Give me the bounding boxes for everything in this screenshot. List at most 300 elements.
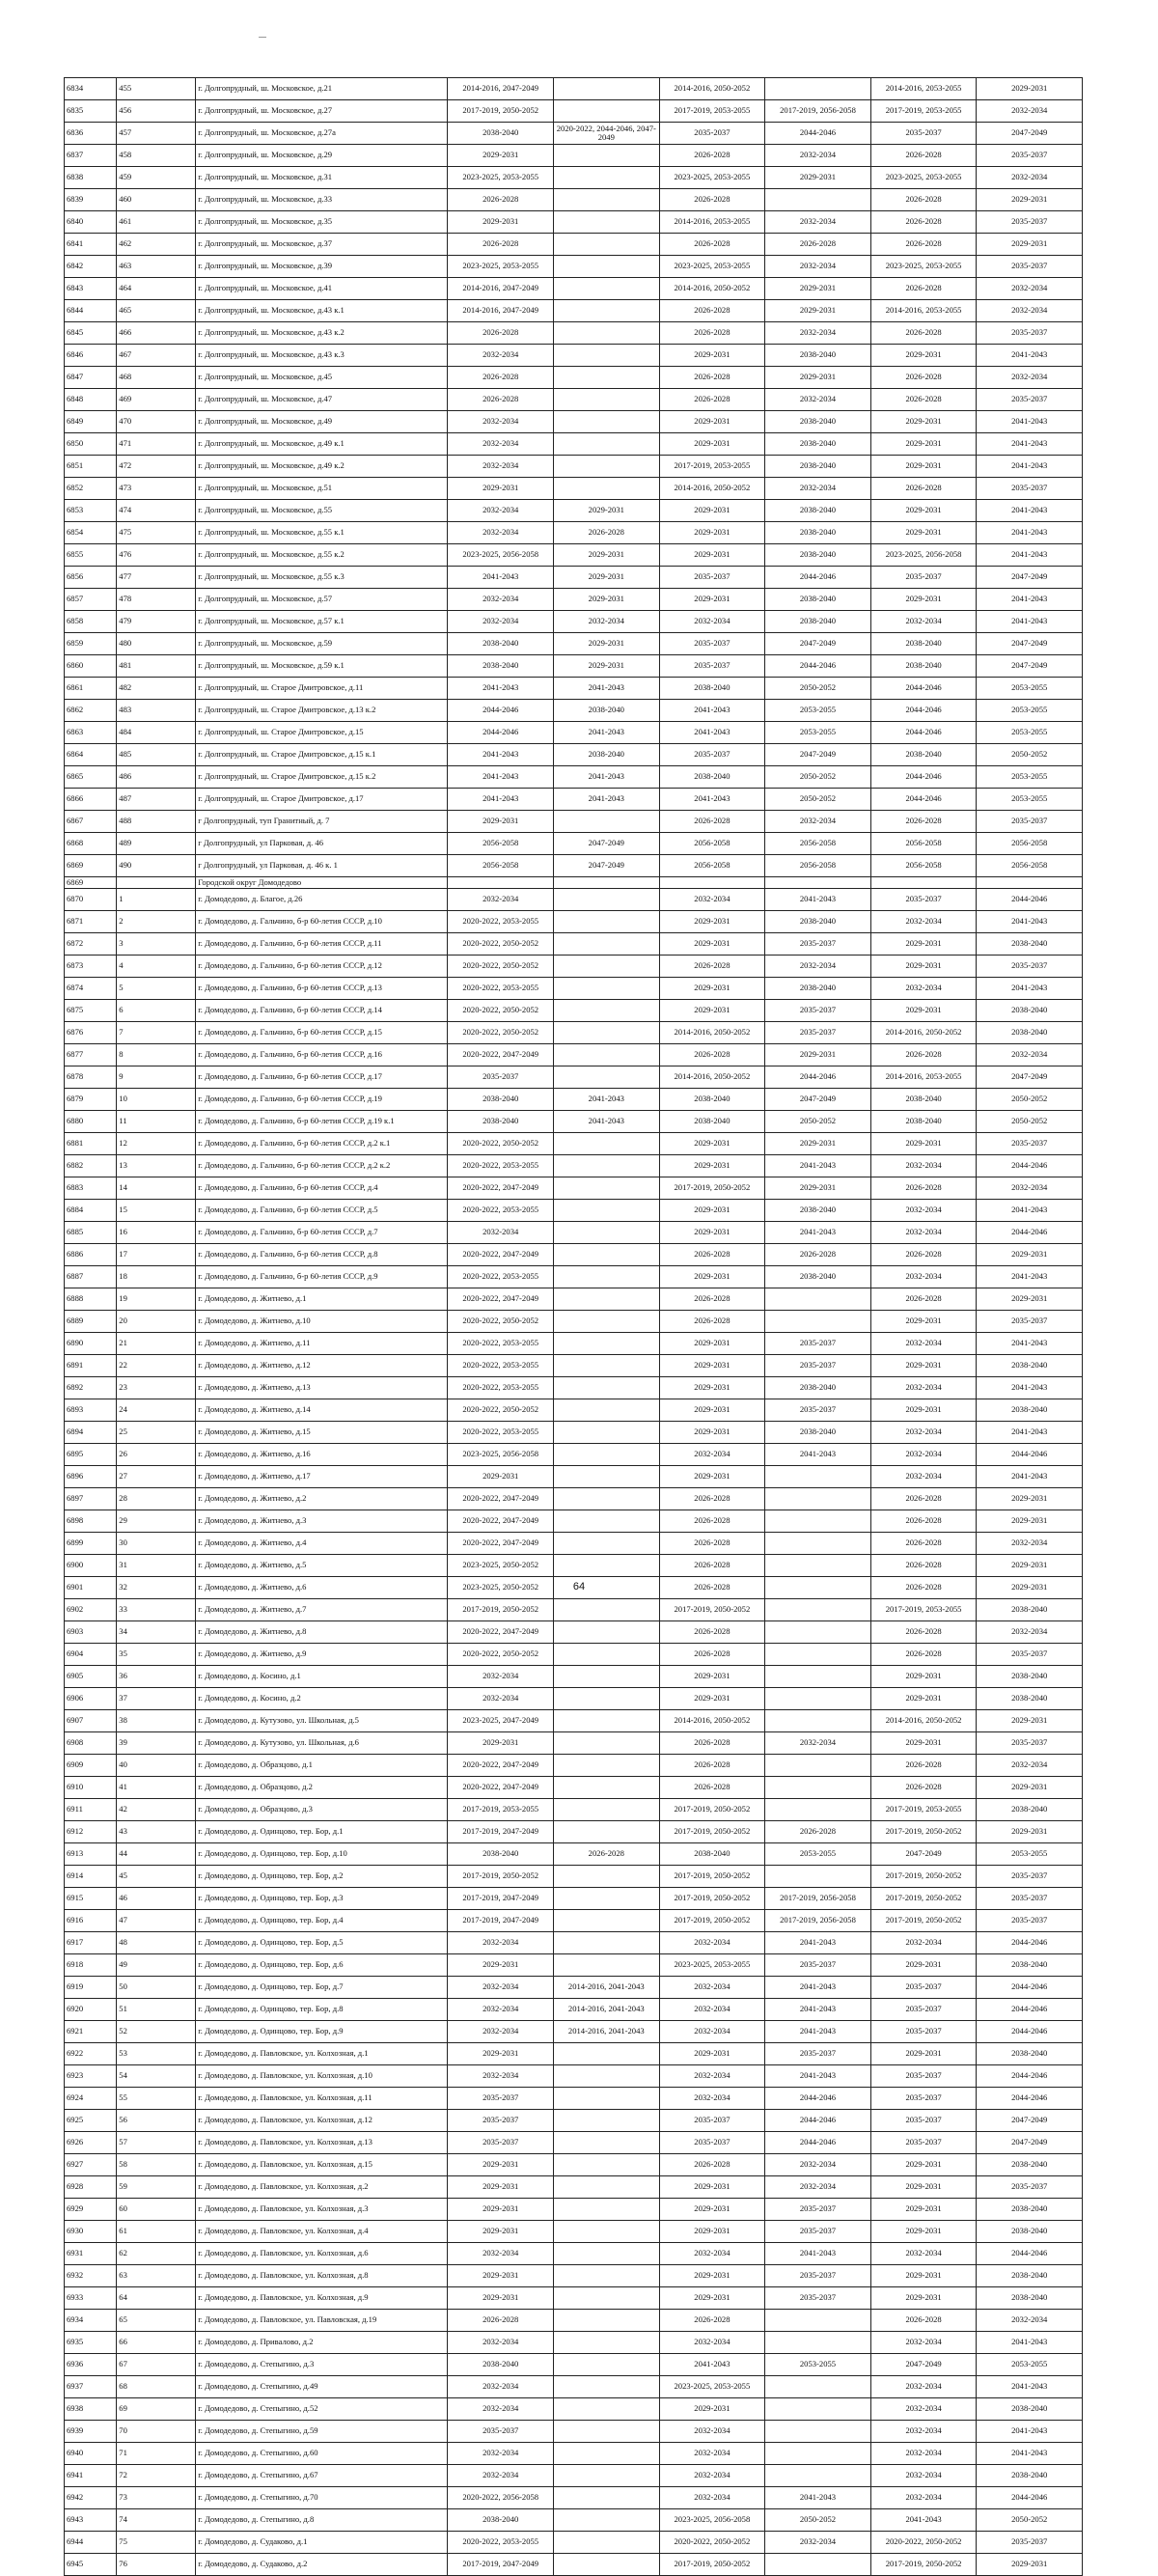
table-cell — [554, 2042, 660, 2064]
table-cell: 2032-2034 — [870, 910, 977, 932]
table-cell: 7 — [117, 1021, 196, 1043]
table-cell: 6897 — [65, 1487, 117, 1510]
table-cell: 2017-2019, 2050-2052 — [870, 1820, 977, 1842]
table-cell: 10 — [117, 1088, 196, 1110]
table-cell — [554, 1221, 660, 1243]
table-cell — [554, 1953, 660, 1976]
table-cell: 2038-2040 — [448, 1088, 554, 1110]
table-cell: 464 — [117, 278, 196, 300]
table-cell: 2044-2046 — [765, 655, 871, 678]
table-cell — [765, 1310, 871, 1332]
table-cell: 6872 — [65, 932, 117, 955]
table-cell: 6928 — [65, 2175, 117, 2198]
table-cell: 75 — [117, 2531, 196, 2553]
table-cell: 2041-2043 — [977, 2331, 1083, 2353]
table-cell: 2041-2043 — [977, 977, 1083, 999]
table-cell: 2029-2031 — [659, 433, 765, 456]
table-cell: 2038-2040 — [448, 633, 554, 655]
table-cell: 478 — [117, 589, 196, 611]
table-cell: 2038-2040 — [977, 2286, 1083, 2309]
table-row — [65, 1865, 1083, 1887]
table-cell: 2044-2046 — [977, 2087, 1083, 2109]
table-row — [65, 145, 1083, 167]
table-cell: 2029-2031 — [977, 1709, 1083, 1731]
table-cell: 6858 — [65, 611, 117, 633]
table-cell: 6931 — [65, 2242, 117, 2264]
table-cell: 2029-2031 — [870, 2153, 977, 2175]
table-cell: 2047-2049 — [977, 2109, 1083, 2131]
table-cell: г. Домодедово, д. Степыгино, д.59 — [196, 2420, 448, 2442]
table-cell — [554, 2420, 660, 2442]
table-cell: 6860 — [65, 655, 117, 678]
table-cell: г. Долгопрудный, ш. Московское, д.27 — [196, 100, 448, 123]
table-cell: 2017-2019, 2050-2052 — [870, 1909, 977, 1931]
table-cell: г. Домодедово, д. Степыгино, д.52 — [196, 2397, 448, 2420]
table-cell: 2038-2040 — [765, 433, 871, 456]
table-cell: г. Домодедово, д. Кутузово, ул. Школьная, д.5 — [196, 1709, 448, 1731]
table-row — [65, 1310, 1083, 1332]
table-cell: г. Домодедово, д. Гальчино, б-р 60-летия СССР, д.2 к.2 — [196, 1154, 448, 1177]
table-cell — [554, 2109, 660, 2131]
table-cell: 6880 — [65, 1110, 117, 1132]
table-cell: 2044-2046 — [977, 1154, 1083, 1177]
table-row — [65, 1842, 1083, 1865]
table-cell: 2053-2055 — [765, 700, 871, 722]
table-cell: 6896 — [65, 1465, 117, 1487]
table-row — [65, 877, 1083, 889]
table-cell: г. Долгопрудный, ш. Московское, д.43 к.2 — [196, 322, 448, 345]
table-cell: г. Домодедово, д. Житнево, д.6 — [196, 1576, 448, 1598]
table-cell: 2029-2031 — [870, 955, 977, 977]
table-cell: 2038-2040 — [765, 589, 871, 611]
table-cell: 2041-2043 — [977, 1265, 1083, 1288]
table-cell — [554, 1532, 660, 1554]
table-cell: 2035-2037 — [659, 655, 765, 678]
table-cell: 2038-2040 — [765, 544, 871, 567]
table-cell: 2029-2031 — [659, 2286, 765, 2309]
table-cell: 2032-2034 — [659, 1998, 765, 2020]
table-cell: 2032-2034 — [448, 2242, 554, 2264]
table-cell: 2017-2019, 2047-2049 — [448, 1909, 554, 1931]
table-cell: 25 — [117, 1421, 196, 1443]
table-cell: 2041-2043 — [977, 2442, 1083, 2464]
table-cell — [659, 877, 765, 889]
table-cell: 2017-2019, 2053-2055 — [448, 1798, 554, 1820]
table-cell — [554, 2087, 660, 2109]
table-row — [65, 522, 1083, 544]
table-cell: 2029-2031 — [659, 1132, 765, 1154]
table-cell: 2035-2037 — [977, 955, 1083, 977]
table-cell: 2020-2022, 2050-2052 — [448, 999, 554, 1021]
table-row — [65, 1177, 1083, 1199]
table-cell: 2032-2034 — [448, 2331, 554, 2353]
table-cell: 19 — [117, 1288, 196, 1310]
table-cell: 2026-2028 — [659, 189, 765, 211]
table-cell: г. Долгопрудный, ш. Московское, д.55 к.3 — [196, 567, 448, 589]
table-cell: 2029-2031 — [659, 2198, 765, 2220]
table-cell: 2029-2031 — [659, 1465, 765, 1487]
table-cell: 1 — [117, 888, 196, 910]
table-cell: 2044-2046 — [448, 700, 554, 722]
table-cell: г. Домодедово, д. Одинцово, тер. Бор, д.10 — [196, 1842, 448, 1865]
table-cell — [554, 145, 660, 167]
table-cell: 6895 — [65, 1443, 117, 1465]
table-cell: 2041-2043 — [554, 722, 660, 744]
table-row — [65, 1887, 1083, 1909]
table-cell — [554, 1687, 660, 1709]
table-cell: 2032-2034 — [448, 2464, 554, 2486]
table-cell: 2020-2022, 2047-2049 — [448, 1288, 554, 1310]
table-row — [65, 1731, 1083, 1754]
table-cell: 468 — [117, 367, 196, 389]
table-cell — [554, 1865, 660, 1887]
table-cell: 2041-2043 — [977, 1199, 1083, 1221]
table-cell: 11 — [117, 1110, 196, 1132]
table-cell: г. Долгопрудный, ш. Московское, д.59 к.1 — [196, 655, 448, 678]
table-cell: г. Домодедово, д. Павловское, ул. Колхозная, д.13 — [196, 2131, 448, 2153]
table-cell: 2029-2031 — [870, 2286, 977, 2309]
table-row — [65, 367, 1083, 389]
table-cell: 48 — [117, 1931, 196, 1953]
table-cell: 2023-2025, 2056-2058 — [448, 544, 554, 567]
table-cell: 2020-2022, 2053-2055 — [448, 1421, 554, 1443]
table-cell: 485 — [117, 744, 196, 766]
table-cell: 2026-2028 — [659, 811, 765, 833]
table-cell: 2044-2046 — [977, 2242, 1083, 2264]
table-cell: 47 — [117, 1909, 196, 1931]
table-cell: 2041-2043 — [659, 700, 765, 722]
table-cell: 2029-2031 — [659, 977, 765, 999]
table-cell: 69 — [117, 2397, 196, 2420]
table-cell: 2044-2046 — [870, 700, 977, 722]
table-cell — [765, 1776, 871, 1798]
table-cell: 2035-2037 — [977, 1310, 1083, 1332]
table-cell: 6854 — [65, 522, 117, 544]
table-cell: 6852 — [65, 478, 117, 500]
table-cell: 2047-2049 — [977, 1066, 1083, 1088]
table-cell: 2035-2037 — [870, 567, 977, 589]
table-cell: 2017-2019, 2047-2049 — [448, 1887, 554, 1909]
table-cell: 2053-2055 — [977, 678, 1083, 700]
table-cell: 70 — [117, 2420, 196, 2442]
table-cell: г. Домодедово, д. Гальчино, б-р 60-летия СССР, д.11 — [196, 932, 448, 955]
table-row — [65, 567, 1083, 589]
table-cell: г. Домодедово, д. Степыгино, д.49 — [196, 2375, 448, 2397]
table-cell: 6906 — [65, 1687, 117, 1709]
table-cell: 6911 — [65, 1798, 117, 1820]
table-cell: 2035-2037 — [977, 1643, 1083, 1665]
table-cell: 2035-2037 — [765, 2286, 871, 2309]
table-row — [65, 2242, 1083, 2264]
table-cell: 2032-2034 — [870, 2420, 977, 2442]
table-cell: 58 — [117, 2153, 196, 2175]
table-cell: 2041-2043 — [448, 567, 554, 589]
table-cell: 2038-2040 — [977, 2153, 1083, 2175]
table-cell: 2041-2043 — [977, 1332, 1083, 1354]
table-cell: г. Домодедово, д. Косино, д.1 — [196, 1665, 448, 1687]
table-cell: 2029-2031 — [870, 932, 977, 955]
table-cell: г. Долгопрудный, ш. Московское, д.57 — [196, 589, 448, 611]
table-cell — [554, 888, 660, 910]
table-cell: 2026-2028 — [554, 1842, 660, 1865]
table-cell: 2056-2058 — [870, 855, 977, 877]
table-cell: 6890 — [65, 1332, 117, 1354]
table-cell: 2014-2016, 2050-2052 — [659, 1021, 765, 1043]
table-cell: 2029-2031 — [554, 589, 660, 611]
table-cell: г. Домодедово, д. Павловское, ул. Колхозная, д.11 — [196, 2087, 448, 2109]
table-cell — [765, 2397, 871, 2420]
table-cell — [554, 932, 660, 955]
table-cell: 2053-2055 — [977, 700, 1083, 722]
table-cell: 2020-2022, 2047-2049 — [448, 1243, 554, 1265]
table-cell: 2029-2031 — [659, 522, 765, 544]
table-row — [65, 2198, 1083, 2220]
table-cell: г. Долгопрудный, ш. Московское, д.33 — [196, 189, 448, 211]
table-cell: г. Домодедово, д. Одинцово, тер. Бор, д.8 — [196, 1998, 448, 2020]
table-cell: 2044-2046 — [448, 722, 554, 744]
table-cell: 2032-2034 — [977, 1754, 1083, 1776]
table-cell: 2038-2040 — [448, 123, 554, 145]
table-cell: 2038-2040 — [977, 2042, 1083, 2064]
table-cell: 6926 — [65, 2131, 117, 2153]
table-cell: 2029-2031 — [977, 1576, 1083, 1598]
table-row — [65, 1265, 1083, 1288]
table-cell — [554, 78, 660, 100]
table-cell: 2020-2022, 2053-2055 — [448, 1265, 554, 1288]
table-cell: 2026-2028 — [659, 145, 765, 167]
table-cell: 32 — [117, 1576, 196, 1598]
table-cell — [554, 300, 660, 322]
table-cell: 2032-2034 — [870, 2331, 977, 2353]
table-cell: 2035-2037 — [870, 2131, 977, 2153]
table-cell: 2056-2058 — [977, 833, 1083, 855]
table-cell: 2038-2040 — [659, 766, 765, 789]
table-row — [65, 1820, 1083, 1842]
table-cell: 6868 — [65, 833, 117, 855]
table-cell: 2053-2055 — [977, 722, 1083, 744]
table-cell: г. Домодедово, д. Павловское, ул. Колхозная, д.1 — [196, 2042, 448, 2064]
table-cell: г. Домодедово, д. Житнево, д.8 — [196, 1620, 448, 1643]
table-cell: 490 — [117, 855, 196, 877]
table-row — [65, 1066, 1083, 1088]
table-cell: 2038-2040 — [659, 1842, 765, 1865]
table-cell: 6912 — [65, 1820, 117, 1842]
table-cell: 6866 — [65, 789, 117, 811]
table-row — [65, 1554, 1083, 1576]
table-cell: 2041-2043 — [870, 2508, 977, 2531]
table-cell: 28 — [117, 1487, 196, 1510]
table-cell: 2017-2019, 2050-2052 — [659, 2553, 765, 2575]
table-cell: 2047-2049 — [977, 123, 1083, 145]
table-cell: 2029-2031 — [870, 999, 977, 1021]
table-cell: 6847 — [65, 367, 117, 389]
table-cell: 2029-2031 — [554, 655, 660, 678]
table-cell: 42 — [117, 1798, 196, 1820]
table-cell: 2014-2016, 2053-2055 — [659, 211, 765, 234]
table-cell: 2035-2037 — [659, 633, 765, 655]
table-row — [65, 910, 1083, 932]
table-cell: 6916 — [65, 1909, 117, 1931]
table-cell: 2032-2034 — [977, 1043, 1083, 1066]
table-cell: 2038-2040 — [977, 1953, 1083, 1976]
table-cell: 6907 — [65, 1709, 117, 1731]
table-cell: г. Долгопрудный, ш. Московское, д.59 — [196, 633, 448, 655]
table-cell: 2029-2031 — [659, 2175, 765, 2198]
table-cell: г. Долгопрудный, ш. Московское, д.45 — [196, 367, 448, 389]
table-cell: 2032-2034 — [448, 1687, 554, 1709]
table-cell: 2026-2028 — [870, 2309, 977, 2331]
table-cell: 2020-2022, 2047-2049 — [448, 1776, 554, 1798]
table-cell: 6943 — [65, 2508, 117, 2531]
table-cell: 6857 — [65, 589, 117, 611]
table-cell: 2044-2046 — [765, 2109, 871, 2131]
table-cell: 2026-2028 — [870, 1487, 977, 1510]
table-cell: 2038-2040 — [448, 1110, 554, 1132]
table-row — [65, 1199, 1083, 1221]
table-cell: 2035-2037 — [448, 2109, 554, 2131]
table-row — [65, 2397, 1083, 2420]
table-cell: 2032-2034 — [448, 2442, 554, 2464]
table-cell: г. Домодедово, д. Одинцово, тер. Бор, д.4 — [196, 1909, 448, 1931]
table-cell: 2017-2019, 2053-2055 — [870, 1598, 977, 1620]
table-cell: 2026-2028 — [659, 300, 765, 322]
table-cell — [554, 1132, 660, 1154]
table-cell: 12 — [117, 1132, 196, 1154]
table-cell: 2041-2043 — [977, 500, 1083, 522]
table-cell: 2017-2019, 2047-2049 — [448, 1820, 554, 1842]
table-cell — [554, 1021, 660, 1043]
table-cell: г. Домодедово, д. Степыгино, д.3 — [196, 2353, 448, 2375]
table-cell: 2026-2028 — [765, 1820, 871, 1842]
table-row — [65, 789, 1083, 811]
table-cell: 6842 — [65, 256, 117, 278]
table-cell: 2041-2043 — [977, 1421, 1083, 1443]
table-cell: 2041-2043 — [554, 1088, 660, 1110]
table-row — [65, 766, 1083, 789]
table-cell — [765, 2375, 871, 2397]
table-cell: 2026-2028 — [659, 1554, 765, 1576]
table-cell: 2038-2040 — [765, 500, 871, 522]
table-cell: 17 — [117, 1243, 196, 1265]
table-row — [65, 2375, 1083, 2397]
table-cell — [554, 2153, 660, 2175]
table-cell — [765, 1865, 871, 1887]
table-cell: 2035-2037 — [765, 999, 871, 1021]
table-cell: 2026-2028 — [870, 211, 977, 234]
table-cell: 6942 — [65, 2486, 117, 2508]
table-row — [65, 2064, 1083, 2087]
table-cell: 2053-2055 — [765, 722, 871, 744]
table-cell: 2032-2034 — [765, 256, 871, 278]
table-cell: 2041-2043 — [977, 345, 1083, 367]
table-cell: г. Домодедово, д. Образцово, д.2 — [196, 1776, 448, 1798]
table-cell — [765, 1554, 871, 1576]
page-number: 64 — [572, 1581, 586, 1593]
table-cell: 2026-2028 — [659, 1731, 765, 1754]
table-cell: 6882 — [65, 1154, 117, 1177]
table-cell: 2032-2034 — [659, 2087, 765, 2109]
table-cell: г. Домодедово, д. Одинцово, тер. Бор, д.7 — [196, 1976, 448, 1998]
table-cell: 2014-2016, 2050-2052 — [659, 278, 765, 300]
table-cell: 2032-2034 — [977, 167, 1083, 189]
table-cell: 2020-2022, 2050-2052 — [448, 932, 554, 955]
table-cell — [765, 1620, 871, 1643]
table-cell: 2038-2040 — [977, 932, 1083, 955]
table-cell: 2026-2028 — [765, 234, 871, 256]
table-cell — [554, 1754, 660, 1776]
table-cell: 2026-2028 — [448, 367, 554, 389]
table-cell: 6919 — [65, 1976, 117, 1998]
table-cell: 2029-2031 — [448, 2286, 554, 2309]
table-cell: 2047-2049 — [870, 2353, 977, 2375]
table-cell: г. Домодедово, д. Житнево, д.12 — [196, 1354, 448, 1376]
table-row — [65, 345, 1083, 367]
table-cell: г. Домодедово, д. Житнево, д.17 — [196, 1465, 448, 1487]
table-cell: 2020-2022, 2053-2055 — [448, 1354, 554, 1376]
table-row — [65, 1154, 1083, 1177]
table-row — [65, 888, 1083, 910]
table-cell: г. Долгопрудный, ш. Московское, д.55 — [196, 500, 448, 522]
table-cell: 2029-2031 — [977, 1243, 1083, 1265]
table-row — [65, 811, 1083, 833]
table-cell: 2038-2040 — [765, 456, 871, 478]
table-cell: 2026-2028 — [659, 367, 765, 389]
table-cell: 21 — [117, 1332, 196, 1354]
table-cell: 2038-2040 — [765, 1199, 871, 1221]
table-cell: 2017-2019, 2056-2058 — [765, 1909, 871, 1931]
table-cell — [554, 278, 660, 300]
table-cell: 2020-2022, 2053-2055 — [448, 2531, 554, 2553]
table-cell: 2026-2028 — [870, 1620, 977, 1643]
table-cell: 2032-2034 — [870, 2464, 977, 2486]
table-cell: 23 — [117, 1376, 196, 1399]
table-cell: 2035-2037 — [977, 1887, 1083, 1909]
table-cell: 2050-2052 — [765, 2508, 871, 2531]
table-cell: 2029-2031 — [659, 1354, 765, 1376]
table-cell: 2056-2058 — [870, 833, 977, 855]
table-cell: 2032-2034 — [870, 2397, 977, 2420]
table-row — [65, 2109, 1083, 2131]
table-row — [65, 1354, 1083, 1376]
table-cell: 6902 — [65, 1598, 117, 1620]
table-cell: г. Долгопрудный, ш. Старое Дмитровское, д.15 — [196, 722, 448, 744]
table-row — [65, 478, 1083, 500]
table-cell: г. Домодедово, д. Гальчино, б-р 60-летия СССР, д.15 — [196, 1021, 448, 1043]
table-row — [65, 2531, 1083, 2553]
table-row — [65, 1399, 1083, 1421]
table-cell: 2044-2046 — [977, 2486, 1083, 2508]
table-cell: 2029-2031 — [659, 1221, 765, 1243]
table-cell: 460 — [117, 189, 196, 211]
table-cell: 466 — [117, 322, 196, 345]
table-cell — [554, 977, 660, 999]
table-cell — [554, 256, 660, 278]
table-cell: 2026-2028 — [765, 1243, 871, 1265]
table-cell: 2017-2019, 2053-2055 — [870, 100, 977, 123]
table-cell: г. Домодедово, д. Житнево, д.1 — [196, 1288, 448, 1310]
table-cell: 2026-2028 — [659, 1620, 765, 1643]
table-cell: 2032-2034 — [870, 2442, 977, 2464]
table-cell: 6929 — [65, 2198, 117, 2220]
table-cell: 2029-2031 — [870, 1665, 977, 1687]
table-row — [65, 1021, 1083, 1043]
table-cell: 2035-2037 — [870, 1998, 977, 2020]
table-cell: 2020-2022, 2047-2049 — [448, 1510, 554, 1532]
table-cell: 2035-2037 — [765, 2220, 871, 2242]
table-cell: 15 — [117, 1199, 196, 1221]
table-cell: 6862 — [65, 700, 117, 722]
table-cell: 60 — [117, 2198, 196, 2220]
